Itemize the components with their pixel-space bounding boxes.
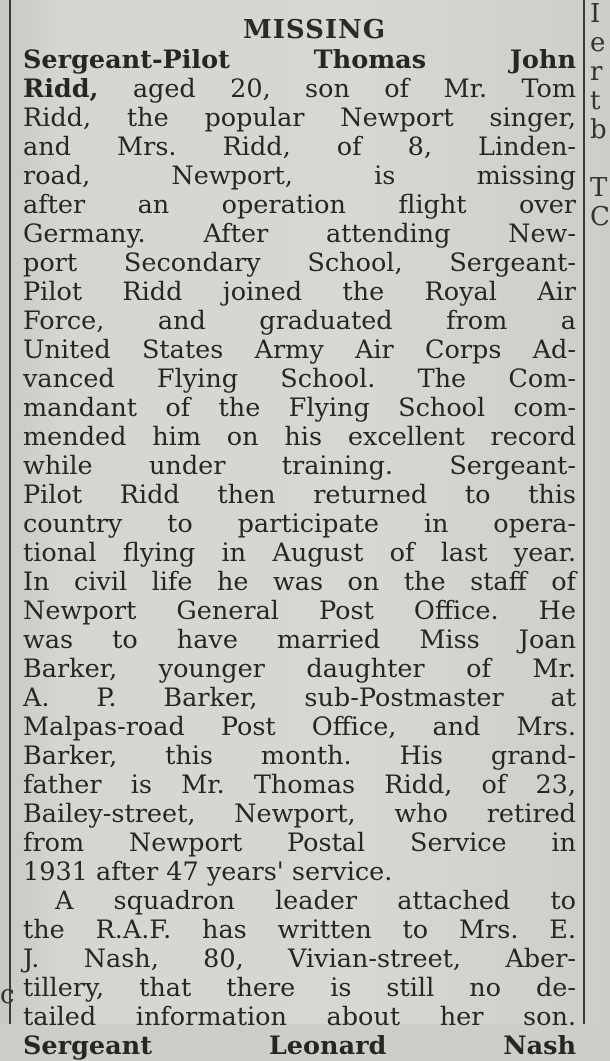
article-line: Germany. After attending New- <box>23 219 576 249</box>
article-line: Force, and graduated from a <box>23 306 576 336</box>
article-line: A squadron leader attached to <box>55 886 576 916</box>
article-heading: MISSING <box>242 15 387 45</box>
lead-line-bold: Sergeant-Pilot Thomas John <box>23 45 576 75</box>
article-line: Malpas-road Post Office, and Mrs. <box>23 712 576 742</box>
article-line: Barker, younger daughter of Mr. <box>23 654 576 684</box>
article-line: 1931 after 47 years' service. <box>23 857 393 887</box>
article-line: was to have married Miss Joan <box>23 625 576 655</box>
article-line: mandant of the Flying School com- <box>23 393 576 423</box>
article-line: and Mrs. Ridd, of 8, Linden- <box>23 132 576 162</box>
column-rule-right <box>583 0 585 1024</box>
news-article <box>23 14 577 1061</box>
article-line: Pilot Ridd then returned to this <box>23 480 576 510</box>
adjacent-column-left-fragment: c <box>0 980 15 1010</box>
article-line: Ridd, aged 20, son of Mr. Tom <box>23 74 577 104</box>
article-line: tillery, that there is still no de- <box>23 973 576 1003</box>
article-line: Ridd, the popular Newport singer, <box>23 103 576 133</box>
article-line: Pilot Ridd joined the Royal Air <box>23 277 576 307</box>
article-paragraph-2 <box>23 887 576 1032</box>
article-line: tional flying in August of last year. <box>23 538 576 568</box>
article-line: port Secondary School, Sergeant- <box>23 248 576 278</box>
article-line: Newport General Post Office. He <box>23 596 576 626</box>
article-line: from Newport Postal Service in <box>23 828 576 858</box>
article-line: father is Mr. Thomas Ridd, of 23, <box>23 770 576 800</box>
article-line: mended him on his excellent record <box>23 422 576 452</box>
article-body <box>23 104 576 887</box>
article-line: while under training. Sergeant- <box>23 451 576 481</box>
column-rule-left <box>9 0 11 1024</box>
adjacent-column-right-fragment: I e r t b T C <box>590 0 610 232</box>
lead-name: Ridd, <box>23 74 99 104</box>
article-line: country to participate in opera- <box>23 509 576 539</box>
article-line: Barker, this month. His grand- <box>23 741 576 771</box>
article-line: the R.A.F. has written to Mrs. E. <box>23 915 576 945</box>
cutoff-next-item: Sergeant Leonard Nash <box>23 1031 576 1061</box>
article-line: road, Newport, is missing <box>23 161 576 191</box>
article-line: Bailey-street, Newport, who retired <box>23 799 576 829</box>
article-line: A. P. Barker, sub-Postmaster at <box>23 683 576 713</box>
article-line: vanced Flying School. The Com- <box>23 364 576 394</box>
article-line: In civil life he was on the staff of <box>23 567 576 597</box>
article-line: tailed information about her son. <box>23 1002 576 1032</box>
article-line: J. Nash, 80, Vivian-street, Aber- <box>23 944 576 974</box>
article-line: after an operation flight over <box>23 190 576 220</box>
article-line: United States Army Air Corps Ad- <box>23 335 576 365</box>
